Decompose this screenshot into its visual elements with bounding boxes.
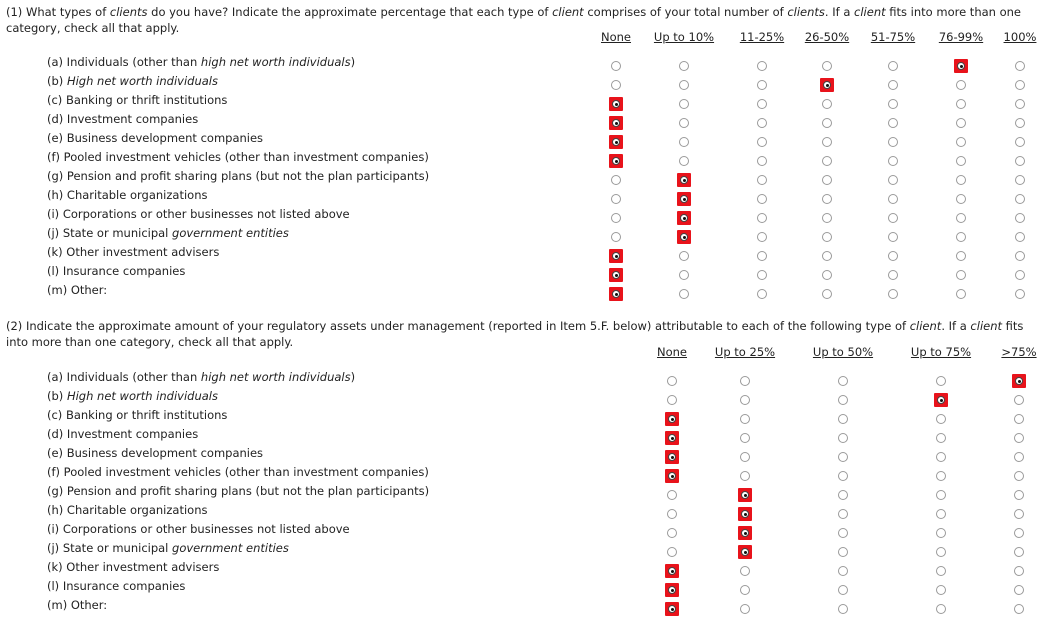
text-fragment: (c) Banking or thrift institutions (47, 408, 228, 422)
row-label (47, 407, 227, 423)
defined-term: client (552, 5, 584, 19)
radio-button-selected[interactable] (665, 583, 679, 597)
radio-button[interactable] (956, 99, 966, 109)
radio-button[interactable] (1015, 137, 1025, 147)
radio-button[interactable] (838, 604, 848, 614)
column-header: None (656, 345, 688, 359)
text-fragment: (k) Other investment advisers (47, 560, 220, 574)
radio-button[interactable] (936, 547, 946, 557)
text-fragment: (d) Investment companies (47, 112, 199, 126)
radio-button[interactable] (1015, 61, 1025, 71)
radio-button[interactable] (679, 156, 689, 166)
text-fragment: (e) Business development companies (47, 131, 264, 145)
row-label (47, 187, 207, 203)
radio-button[interactable] (1014, 433, 1024, 443)
radio-button[interactable] (1014, 604, 1024, 614)
row-label (47, 111, 198, 127)
column-header: Up to 50% (812, 345, 874, 359)
radio-button[interactable] (1014, 528, 1024, 538)
defined-term: client (909, 319, 942, 333)
defined-term: client (854, 5, 886, 19)
radio-button[interactable] (1014, 566, 1024, 576)
text-fragment: do you have? Indicate the approximate percentage that each type of (147, 5, 553, 19)
row-label (47, 502, 207, 518)
radio-button[interactable] (838, 452, 848, 462)
radio-button[interactable] (956, 213, 966, 223)
radio-button[interactable] (956, 194, 966, 204)
column-header: >75% (1001, 345, 1037, 359)
radio-button[interactable] (757, 99, 767, 109)
column-header: 100% (1003, 30, 1037, 44)
radio-button[interactable] (822, 289, 832, 299)
radio-button[interactable] (956, 289, 966, 299)
row-label (47, 92, 227, 108)
radio-button[interactable] (757, 270, 767, 280)
radio-button-selected[interactable] (609, 154, 623, 168)
row-label (47, 578, 185, 594)
radio-button[interactable] (611, 213, 621, 223)
radio-button[interactable] (757, 80, 767, 90)
radio-button[interactable] (667, 395, 677, 405)
radio-button[interactable] (936, 528, 946, 538)
radio-button[interactable] (838, 528, 848, 538)
radio-button[interactable] (822, 156, 832, 166)
radio-button[interactable] (936, 414, 946, 424)
radio-button[interactable] (757, 194, 767, 204)
row-label (47, 130, 263, 146)
row-label (47, 168, 429, 184)
radio-button[interactable] (1014, 395, 1024, 405)
radio-button[interactable] (1014, 452, 1024, 462)
radio-button-selected[interactable] (609, 287, 623, 301)
text-fragment: (a) Individuals (other than (47, 370, 201, 384)
text-fragment: (h) Charitable organizations (47, 188, 208, 202)
radio-button[interactable] (1015, 156, 1025, 166)
text-fragment: (m) Other: (47, 598, 108, 612)
radio-button-selected[interactable] (609, 116, 623, 130)
radio-button-selected[interactable] (677, 173, 691, 187)
text-fragment: fits into more than one category, check all that apply. (6, 319, 1024, 349)
row-label (47, 244, 219, 260)
radio-button[interactable] (667, 547, 677, 557)
radio-button[interactable] (822, 175, 832, 185)
radio-button[interactable] (1014, 547, 1024, 557)
radio-button[interactable] (888, 156, 898, 166)
radio-button[interactable] (956, 156, 966, 166)
radio-button[interactable] (838, 547, 848, 557)
radio-button[interactable] (888, 194, 898, 204)
radio-button[interactable] (936, 433, 946, 443)
radio-button[interactable] (1015, 80, 1025, 90)
text-fragment: (2) Indicate the approximate amount of your regulatory assets under management (reported in Item 5.F. below) attributable to each of the following type of (6, 319, 910, 333)
radio-button-selected[interactable] (677, 192, 691, 206)
radio-button[interactable] (1015, 99, 1025, 109)
radio-button[interactable] (888, 213, 898, 223)
row-label (47, 54, 355, 70)
text-fragment: comprises of your total number of (583, 5, 788, 19)
text-fragment: (g) Pension and profit sharing plans (but not the plan participants) (47, 169, 430, 183)
radio-button[interactable] (956, 251, 966, 261)
radio-button[interactable] (822, 232, 832, 242)
text-fragment: (m) Other: (47, 283, 108, 297)
radio-button[interactable] (1015, 251, 1025, 261)
text-fragment: (g) Pension and profit sharing plans (but not the plan participants) (47, 484, 430, 498)
radio-button[interactable] (888, 270, 898, 280)
text-fragment: (j) State or municipal (47, 226, 173, 240)
row-label (47, 73, 218, 89)
radio-button[interactable] (1015, 270, 1025, 280)
radio-button[interactable] (822, 118, 832, 128)
defined-term: clients (787, 5, 825, 19)
radio-button[interactable] (1014, 509, 1024, 519)
radio-button[interactable] (740, 585, 750, 595)
radio-button[interactable] (888, 99, 898, 109)
row-label (47, 282, 107, 298)
row-label (47, 445, 263, 461)
radio-button-selected[interactable] (820, 78, 834, 92)
row-label (47, 369, 355, 385)
radio-button[interactable] (956, 137, 966, 147)
radio-button[interactable] (679, 61, 689, 71)
radio-button[interactable] (956, 232, 966, 242)
radio-button[interactable] (1015, 118, 1025, 128)
radio-button[interactable] (740, 395, 750, 405)
radio-button-selected[interactable] (1012, 374, 1026, 388)
radio-button[interactable] (667, 490, 677, 500)
defined-term: High net worth individuals (66, 389, 218, 403)
radio-button[interactable] (679, 99, 689, 109)
row-label (47, 149, 429, 165)
radio-button[interactable] (936, 509, 946, 519)
radio-button[interactable] (888, 175, 898, 185)
radio-button[interactable] (936, 566, 946, 576)
radio-button[interactable] (838, 376, 848, 386)
radio-button[interactable] (1015, 194, 1025, 204)
radio-button[interactable] (679, 289, 689, 299)
radio-button[interactable] (1015, 213, 1025, 223)
text-fragment: (c) Banking or thrift institutions (47, 93, 228, 107)
radio-button[interactable] (757, 232, 767, 242)
radio-button[interactable] (1015, 232, 1025, 242)
column-header: 26-50% (804, 30, 850, 44)
row-label (47, 521, 350, 537)
text-fragment: (e) Business development companies (47, 446, 264, 460)
radio-button[interactable] (667, 528, 677, 538)
radio-button[interactable] (822, 194, 832, 204)
radio-button[interactable] (611, 194, 621, 204)
radio-button[interactable] (611, 80, 621, 90)
radio-button[interactable] (757, 61, 767, 71)
text-fragment: . If a (941, 319, 971, 333)
radio-button[interactable] (757, 137, 767, 147)
defined-term: high net worth individuals (200, 55, 351, 69)
radio-button[interactable] (888, 118, 898, 128)
radio-button[interactable] (838, 433, 848, 443)
radio-button[interactable] (888, 232, 898, 242)
radio-button[interactable] (822, 137, 832, 147)
column-header: 11-25% (739, 30, 785, 44)
radio-button[interactable] (888, 80, 898, 90)
radio-button[interactable] (888, 61, 898, 71)
row-label (47, 388, 218, 404)
radio-button[interactable] (956, 270, 966, 280)
row-label (47, 464, 429, 480)
column-header: Up to 10% (653, 30, 715, 44)
radio-button-selected[interactable] (665, 412, 679, 426)
radio-button[interactable] (838, 585, 848, 595)
radio-button-selected[interactable] (609, 268, 623, 282)
radio-button[interactable] (679, 80, 689, 90)
radio-button[interactable] (838, 509, 848, 519)
row-label (47, 206, 350, 222)
radio-button-selected[interactable] (677, 211, 691, 225)
radio-button[interactable] (936, 471, 946, 481)
radio-button[interactable] (956, 80, 966, 90)
radio-button[interactable] (936, 490, 946, 500)
radio-button-selected[interactable] (954, 59, 968, 73)
radio-button[interactable] (936, 376, 946, 386)
radio-button[interactable] (740, 376, 750, 386)
radio-button[interactable] (838, 471, 848, 481)
text-fragment: (f) Pooled investment vehicles (other than investment companies) (47, 150, 429, 164)
radio-button[interactable] (679, 137, 689, 147)
radio-button[interactable] (757, 213, 767, 223)
radio-button[interactable] (1014, 414, 1024, 424)
text-fragment: (l) Insurance companies (47, 579, 186, 593)
row-label (47, 483, 429, 499)
defined-term: high net worth individuals (200, 370, 351, 384)
column-header: Up to 75% (910, 345, 972, 359)
text-fragment: (d) Investment companies (47, 427, 199, 441)
text-fragment: (h) Charitable organizations (47, 503, 208, 517)
radio-button[interactable] (888, 289, 898, 299)
question-2-text (6, 318, 1046, 350)
row-label (47, 559, 219, 575)
radio-button[interactable] (822, 270, 832, 280)
radio-button-selected[interactable] (609, 249, 623, 263)
radio-button[interactable] (667, 509, 677, 519)
radio-button-selected[interactable] (665, 450, 679, 464)
text-fragment: (l) Insurance companies (47, 264, 186, 278)
radio-button[interactable] (667, 376, 677, 386)
column-header: 51-75% (870, 30, 916, 44)
radio-button[interactable] (679, 118, 689, 128)
row-label (47, 263, 185, 279)
text-fragment: (k) Other investment advisers (47, 245, 220, 259)
radio-button[interactable] (838, 490, 848, 500)
radio-button[interactable] (611, 61, 621, 71)
radio-button[interactable] (936, 604, 946, 614)
column-header: Up to 25% (714, 345, 776, 359)
defined-term: High net worth individuals (66, 74, 218, 88)
radio-button[interactable] (679, 251, 689, 261)
radio-button-selected[interactable] (738, 488, 752, 502)
text-fragment: fits into more than one category, check all that apply. (6, 5, 1021, 35)
radio-button[interactable] (822, 61, 832, 71)
row-label (47, 540, 289, 556)
radio-button[interactable] (936, 585, 946, 595)
radio-button[interactable] (611, 175, 621, 185)
radio-button-selected[interactable] (738, 507, 752, 521)
radio-button[interactable] (740, 471, 750, 481)
radio-button-selected[interactable] (665, 469, 679, 483)
radio-button[interactable] (838, 566, 848, 576)
radio-button[interactable] (1015, 289, 1025, 299)
text-fragment: (j) State or municipal (47, 541, 173, 555)
radio-button[interactable] (838, 414, 848, 424)
radio-button[interactable] (757, 175, 767, 185)
radio-button[interactable] (1014, 490, 1024, 500)
text-fragment: (b) (47, 389, 67, 403)
row-label (47, 426, 198, 442)
text-fragment: (a) Individuals (other than (47, 55, 201, 69)
radio-button[interactable] (679, 270, 689, 280)
row-label (47, 597, 107, 613)
radio-button[interactable] (740, 433, 750, 443)
text-fragment: (i) Corporations or other businesses not listed above (47, 522, 350, 536)
radio-button-selected[interactable] (665, 602, 679, 616)
radio-button[interactable] (956, 175, 966, 185)
defined-term: client (970, 319, 1003, 333)
text-fragment: (1) What types of (6, 5, 110, 19)
radio-button-selected[interactable] (934, 393, 948, 407)
radio-button-selected[interactable] (665, 564, 679, 578)
radio-button-selected[interactable] (609, 135, 623, 149)
radio-button[interactable] (740, 604, 750, 614)
defined-term: government entities (172, 541, 289, 555)
radio-button[interactable] (740, 566, 750, 576)
radio-button-selected[interactable] (738, 526, 752, 540)
radio-button[interactable] (757, 118, 767, 128)
radio-button-selected[interactable] (738, 545, 752, 559)
radio-button[interactable] (888, 137, 898, 147)
text-fragment: (b) (47, 74, 67, 88)
radio-button[interactable] (1014, 471, 1024, 481)
radio-button[interactable] (1014, 585, 1024, 595)
text-fragment: . If a (824, 5, 855, 19)
radio-button[interactable] (838, 395, 848, 405)
radio-button-selected[interactable] (677, 230, 691, 244)
radio-button[interactable] (757, 251, 767, 261)
radio-button[interactable] (740, 452, 750, 462)
radio-button[interactable] (956, 118, 966, 128)
defined-term: government entities (172, 226, 289, 240)
radio-button-selected[interactable] (609, 97, 623, 111)
column-header: 76-99% (938, 30, 984, 44)
radio-button[interactable] (611, 232, 621, 242)
radio-button[interactable] (757, 156, 767, 166)
text-fragment: (i) Corporations or other businesses not listed above (47, 207, 350, 221)
text-fragment: (f) Pooled investment vehicles (other than investment companies) (47, 465, 429, 479)
radio-button[interactable] (822, 213, 832, 223)
column-header: None (600, 30, 632, 44)
radio-button[interactable] (1015, 175, 1025, 185)
radio-button-selected[interactable] (665, 431, 679, 445)
text-fragment: ) (350, 370, 356, 384)
radio-button[interactable] (888, 251, 898, 261)
radio-button[interactable] (757, 289, 767, 299)
radio-button[interactable] (822, 251, 832, 261)
row-label (47, 225, 289, 241)
radio-button[interactable] (740, 414, 750, 424)
radio-button[interactable] (822, 99, 832, 109)
radio-button[interactable] (936, 452, 946, 462)
defined-term: clients (109, 5, 148, 19)
text-fragment: ) (350, 55, 356, 69)
